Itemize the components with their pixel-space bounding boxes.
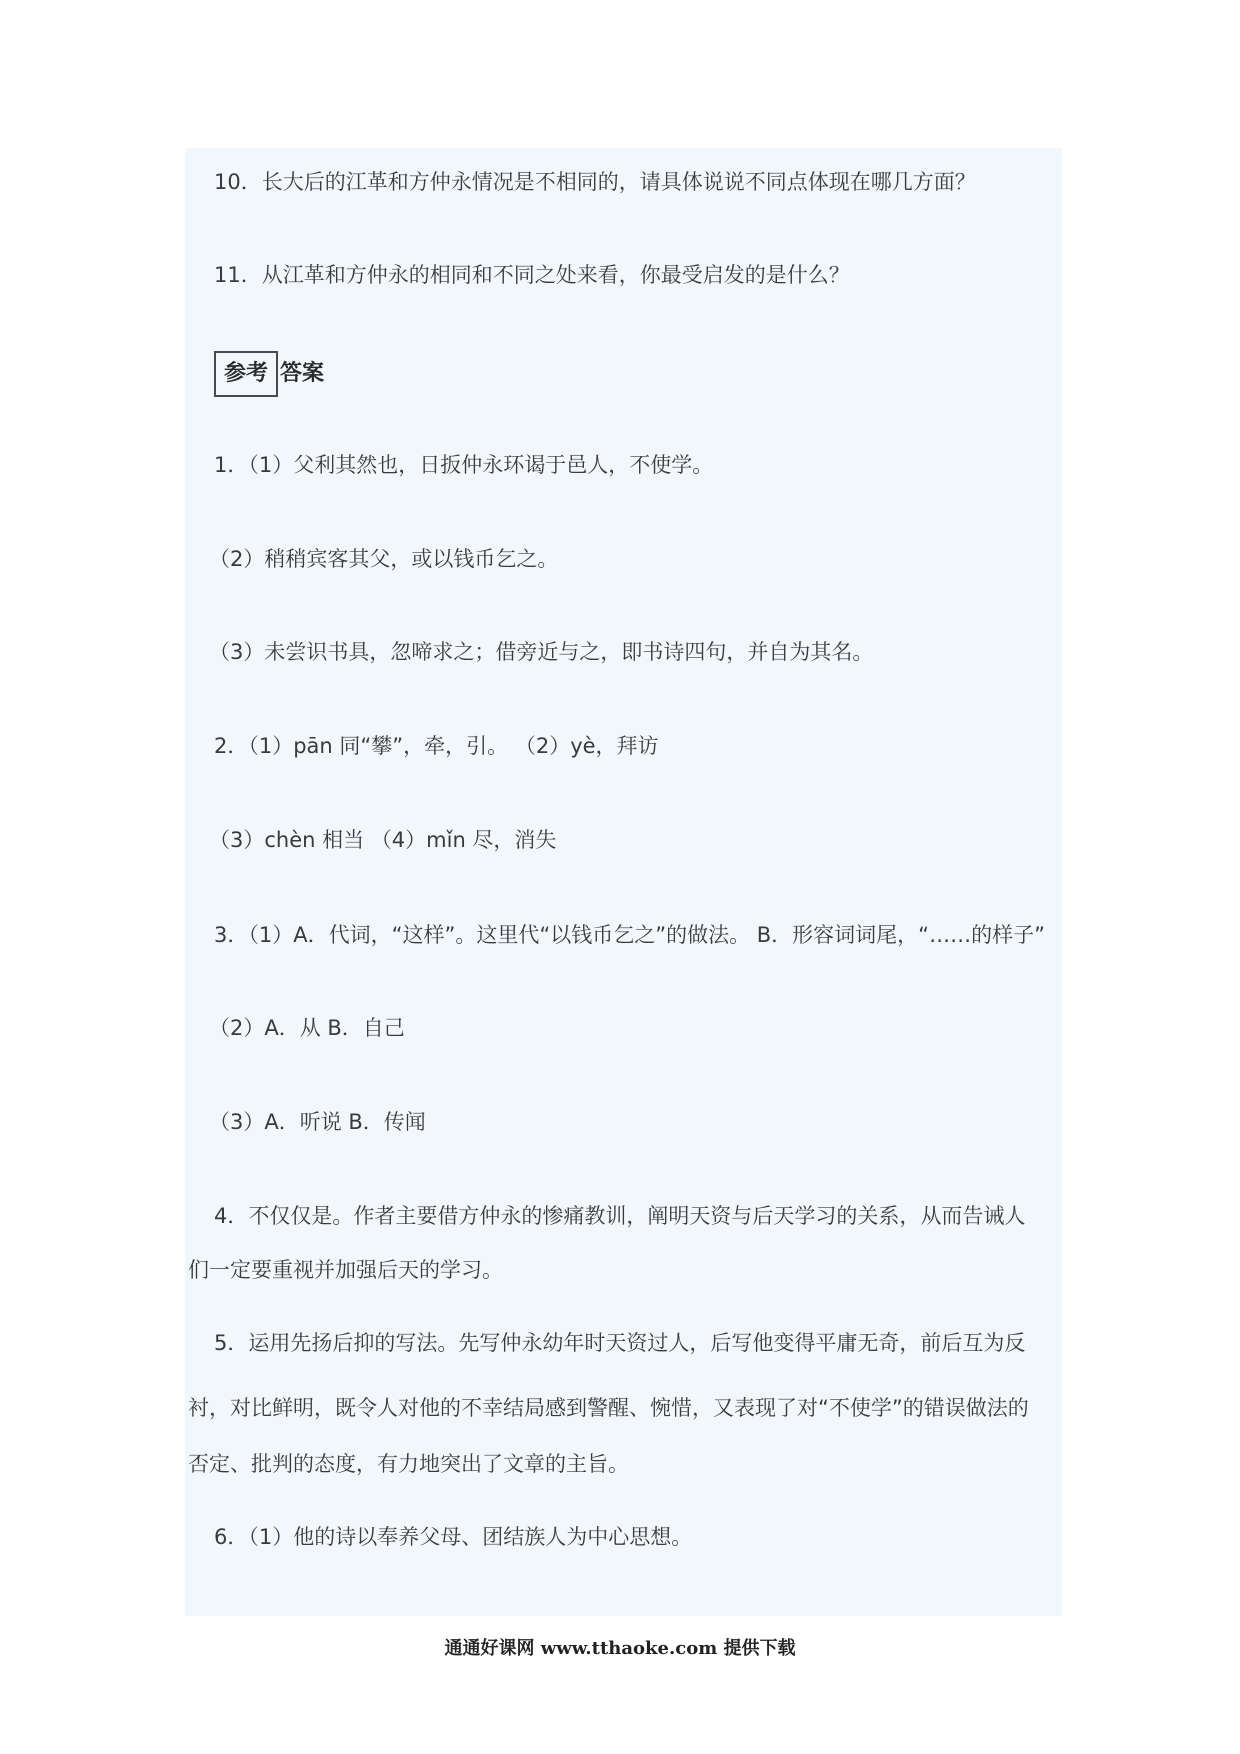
content-panel [185, 148, 1062, 1616]
answer-3-1: 3．（1）A．代词，“这样”。这里代“以钱币乞之”的做法。 B．形容词词尾，“……的样子” [214, 923, 1045, 947]
answer-1-1: 1．（1）父利其然也，日扳仲永环谒于邑人，不使学。 [214, 453, 714, 477]
answer-4-line-1: 4．不仅仅是。作者主要借方仲永的惨痛教训，阐明天资与后天学习的关系，从而告诫人 [214, 1204, 1026, 1228]
answer-4-line-2: 们一定要重视并加强后天的学习。 [188, 1258, 503, 1282]
answer-5-line-1: 5．运用先扬后抑的写法。先写仲永幼年时天资过人，后写他变得平庸无奇，前后互为反 [214, 1331, 1026, 1355]
answer-5-line-3: 否定、批判的态度，有力地突出了文章的主旨。 [188, 1452, 629, 1476]
answer-3-3: （3）A．听说 B．传闻 [209, 1110, 426, 1134]
answer-heading [214, 350, 324, 398]
answer-heading-rest: 答案 [280, 361, 325, 386]
answer-2-2: （3）chèn 相当 （4）mǐn 尽，消失 [209, 828, 557, 852]
answer-1-3: （3）未尝识书具，忽啼求之；借旁近与之，即书诗四句，并自为其名。 [209, 640, 874, 664]
question-11: 11．从江革和方仲永的相同和不同之处来看，你最受启发的是什么？ [214, 263, 850, 287]
question-10: 10．长大后的江革和方仲永情况是不相同的，请具体说说不同点体现在哪几方面？ [214, 170, 976, 194]
answer-5-line-2: 衬，对比鲜明，既令人对他的不幸结局感到警醒、惋惜，又表现了对“不使学”的错误做法的 [188, 1396, 1029, 1420]
answer-2-1: 2．（1）pān 同“攀”，牵，引。 （2）yè，拜访 [214, 734, 659, 758]
footer-download-note: 通通好课网 www.tthaoke.com 提供下载 [444, 1638, 796, 1659]
answer-6-1: 6．（1）他的诗以奉养父母、团结族人为中心思想。 [214, 1525, 693, 1549]
answer-heading-boxed: 参考 [214, 351, 278, 397]
answer-3-2: （2）A．从 B．自己 [209, 1016, 405, 1040]
answer-1-2: （2）稍稍宾客其父，或以钱币乞之。 [209, 547, 559, 571]
